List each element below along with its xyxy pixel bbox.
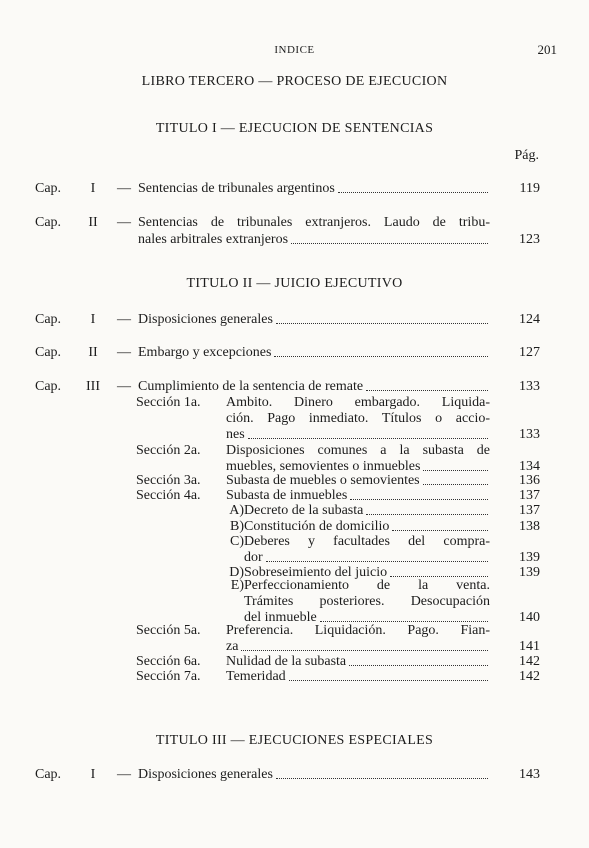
seccion-4-label: Sección 4a. xyxy=(136,488,201,503)
seccion-2-line1: Disposiciones comunes a la subasta de xyxy=(226,443,490,458)
t1-cap2-line1: Sentencias de tribunales extranjeros. Laudo de tribu- xyxy=(138,215,490,230)
entry-text: Decreto de la subasta xyxy=(244,503,364,518)
t2-cap1-page: 124 xyxy=(519,312,540,327)
t3-cap1-label: Cap. xyxy=(35,767,62,782)
t1-cap1-page: 119 xyxy=(519,181,540,196)
seccion-2-page: 134 xyxy=(519,459,540,474)
entry-text: Nulidad de la subasta xyxy=(226,654,347,669)
t2-cap3-dash: — xyxy=(117,379,131,394)
dot-leader xyxy=(248,438,488,439)
dot-leader xyxy=(349,665,488,666)
sub-e-line2: Trámites posteriores. Desocupación xyxy=(244,594,490,609)
seccion-6-entry xyxy=(226,654,490,670)
sub-b-entry xyxy=(244,519,490,535)
seccion-2-label: Sección 2a. xyxy=(136,443,201,458)
seccion-1-line2: ción. Pago inmediato. Títulos o accio- xyxy=(226,411,490,426)
seccion-4-entry xyxy=(226,488,490,504)
t2-cap1-dash: — xyxy=(117,312,131,327)
entry-text: Constitución de domicilio xyxy=(244,519,390,534)
t1-cap1-roman: I xyxy=(90,181,96,196)
dot-leader xyxy=(289,680,488,681)
dot-leader xyxy=(266,561,488,562)
entry-text: Sobreseimiento del juicio xyxy=(244,565,388,580)
t2-cap3-label: Cap. xyxy=(35,379,62,394)
dot-leader xyxy=(423,470,488,471)
seccion-6-label: Sección 6a. xyxy=(136,654,201,669)
dot-leader xyxy=(320,621,488,622)
dot-leader xyxy=(241,650,488,651)
sub-e-label: E) xyxy=(230,578,244,593)
seccion-3-page: 136 xyxy=(519,473,540,488)
seccion-5-page: 141 xyxy=(519,639,540,654)
t3-cap1-entry xyxy=(138,767,490,783)
seccion-1-line3 xyxy=(226,427,490,443)
dot-leader xyxy=(350,499,488,500)
sub-e-line1: Perfeccionamiento de la venta. xyxy=(244,578,490,593)
entry-text: Embargo y excepciones xyxy=(138,345,272,360)
dot-leader xyxy=(423,484,488,485)
entry-text: nes xyxy=(226,427,245,442)
t1-cap1-dash: — xyxy=(117,181,131,196)
t2-cap3-roman: III xyxy=(86,379,100,394)
sub-d-page: 139 xyxy=(519,565,540,580)
t1-cap2-page: 123 xyxy=(519,232,540,247)
sub-c-label: C) xyxy=(230,534,244,549)
entry-text: nales arbitrales extranjeros xyxy=(138,232,289,247)
entry-text: Cumplimiento de la sentencia de remate xyxy=(138,379,364,394)
t2-cap2-entry xyxy=(138,345,490,361)
t2-cap2-label: Cap. xyxy=(35,345,62,360)
libro-heading: LIBRO TERCERO — PROCESO DE EJECUCION xyxy=(141,74,448,89)
titulo-3-heading: TITULO III — EJECUCIONES ESPECIALES xyxy=(155,733,434,748)
t2-cap1-label: Cap. xyxy=(35,312,62,327)
page-number: 201 xyxy=(537,42,557,57)
t2-cap2-page: 127 xyxy=(519,345,540,360)
dot-leader xyxy=(276,323,488,324)
pag-column-label: Pág. xyxy=(514,148,539,163)
sub-c-page: 139 xyxy=(519,550,540,565)
seccion-5-line1: Preferencia. Liquidación. Pago. Fian- xyxy=(226,623,490,638)
t1-cap1-entry xyxy=(138,181,490,197)
sub-b-page: 138 xyxy=(519,519,540,534)
dot-leader xyxy=(392,530,488,531)
seccion-7-entry xyxy=(226,669,490,685)
dot-leader xyxy=(276,778,488,779)
sub-c-line2 xyxy=(244,550,490,566)
sub-d-label: D) xyxy=(229,565,244,580)
seccion-1-line1: Ambito. Dinero embargado. Liquida- xyxy=(226,395,490,410)
titulo-2-heading: TITULO II — JUICIO EJECUTIVO xyxy=(186,276,403,291)
running-header-title: INDICE xyxy=(274,44,315,56)
dot-leader xyxy=(366,390,488,391)
seccion-5-label: Sección 5a. xyxy=(136,623,201,638)
titulo-1-heading: TITULO I — EJECUCION DE SENTENCIAS xyxy=(155,121,434,136)
dot-leader xyxy=(390,576,488,577)
seccion-6-page: 142 xyxy=(519,654,540,669)
sub-c-line1: Deberes y facultades del compra- xyxy=(244,534,490,549)
t1-cap1-label: Cap. xyxy=(35,181,62,196)
dot-leader xyxy=(338,192,488,193)
entry-text: za xyxy=(226,639,239,654)
seccion-1-page: 133 xyxy=(519,427,540,442)
entry-text: muebles, semovientes o inmuebles xyxy=(226,459,421,474)
seccion-7-label: Sección 7a. xyxy=(136,669,201,684)
seccion-7-page: 142 xyxy=(519,669,540,684)
dot-leader xyxy=(366,514,488,515)
t2-cap1-entry xyxy=(138,312,490,328)
seccion-3-label: Sección 3a. xyxy=(136,473,201,488)
entry-text: del inmueble xyxy=(244,610,317,625)
t2-cap2-dash: — xyxy=(117,345,131,360)
sub-a-label: A) xyxy=(229,503,244,518)
t1-cap2-roman: II xyxy=(88,215,98,230)
seccion-4-page: 137 xyxy=(519,488,540,503)
entry-text: Subasta de inmuebles xyxy=(226,488,348,503)
dot-leader xyxy=(291,243,488,244)
entry-text: Subasta de muebles o semovientes xyxy=(226,473,420,488)
t2-cap2-roman: II xyxy=(88,345,98,360)
t1-cap2-label: Cap. xyxy=(35,215,62,230)
sub-b-label: B) xyxy=(230,519,244,534)
t1-cap2-line2 xyxy=(138,232,490,248)
t2-cap3-page: 133 xyxy=(519,379,540,394)
entry-text: Sentencias de tribunales argentinos xyxy=(138,181,335,196)
t1-cap2-dash: — xyxy=(117,215,131,230)
t3-cap1-dash: — xyxy=(117,767,131,782)
t3-cap1-roman: I xyxy=(90,767,96,782)
entry-text: Temeridad xyxy=(226,669,286,684)
entry-text: dor xyxy=(244,550,263,565)
seccion-1-label: Sección 1a. xyxy=(136,395,201,410)
t2-cap1-roman: I xyxy=(90,312,96,327)
sub-a-page: 137 xyxy=(519,503,540,518)
sub-a-entry xyxy=(244,503,490,519)
sub-e-page: 140 xyxy=(519,610,540,625)
dot-leader xyxy=(274,356,488,357)
t2-cap3-entry xyxy=(138,379,490,395)
entry-text: Disposiciones generales xyxy=(138,312,273,327)
seccion-5-line2 xyxy=(226,639,490,655)
entry-text: Disposiciones generales xyxy=(138,767,273,782)
seccion-3-entry xyxy=(226,473,490,489)
t3-cap1-page: 143 xyxy=(519,767,540,782)
